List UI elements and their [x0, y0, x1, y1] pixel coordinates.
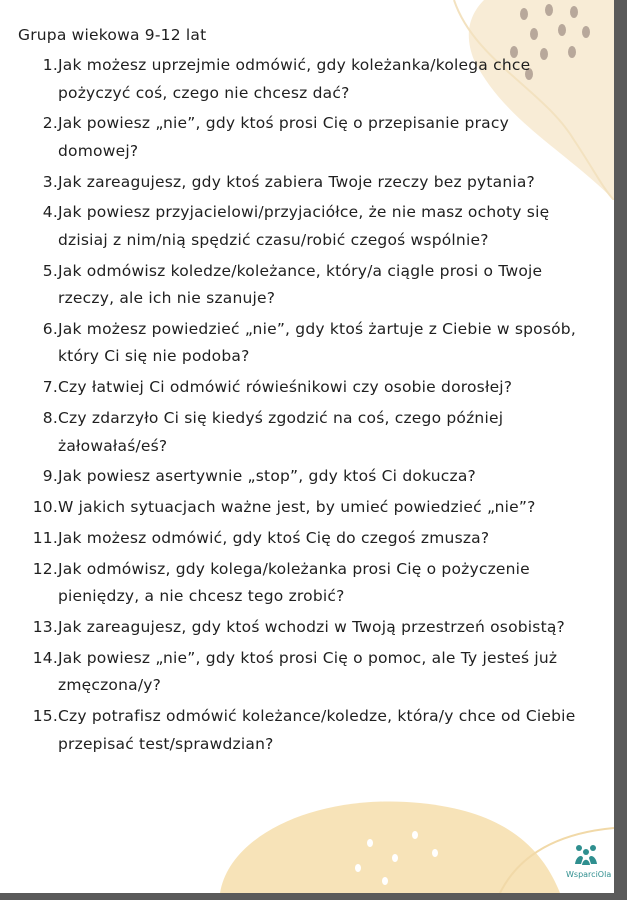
question-number: 13. — [32, 618, 58, 637]
question-text: Jak odmówisz, gdy kolega/koleżanka prosi Cię o pożyczenie pieniędzy, a nie chcesz tego zrobić? — [58, 559, 530, 606]
question-text: Jak możesz uprzejmie odmówić, gdy koleżanka/kolega chce pożyczyć coś, czego nie chcesz dać? — [58, 56, 531, 102]
question-number: 8. — [42, 409, 58, 428]
list-item — [18, 405, 593, 460]
question-text: Czy zdarzyło Ci się kiedyś zgodzić na coś, czego później żałowałaś/eś? — [58, 409, 504, 455]
question-number: 10. — [32, 498, 58, 517]
list-item — [18, 494, 593, 522]
list-item — [18, 258, 593, 313]
question-text: Czy potrafisz odmówić koleżance/koledze, która/y chce od Ciebie przepisać test/sprawdzian? — [58, 707, 576, 753]
question-number: 1. — [42, 56, 58, 74]
page-title: Grupa wiekowa 9-12 lat — [18, 26, 207, 44]
list-item — [18, 316, 593, 371]
list-item — [18, 614, 593, 642]
question-text: Jak powiesz „nie”, gdy ktoś prosi Cię o pomoc, ale Ty jesteś już zmęczona/y? — [58, 648, 558, 695]
wsparciola-logo — [566, 844, 612, 879]
question-number: 3. — [42, 172, 58, 191]
list-item — [18, 110, 593, 165]
question-number: 11. — [32, 528, 58, 547]
list-item — [18, 374, 593, 402]
list-item — [18, 703, 593, 758]
question-number: 6. — [42, 319, 58, 338]
list-item — [18, 463, 593, 491]
list-item — [18, 199, 593, 254]
question-text: W jakich sytuacjach ważne jest, by umieć powiedzieć „nie”? — [58, 498, 536, 517]
question-number: 7. — [42, 378, 58, 397]
question-text: Jak możesz powiedzieć „nie”, gdy ktoś żartuje z Ciebie w sposób, który Ci się nie podoba? — [58, 319, 576, 366]
people-icon — [573, 844, 599, 866]
question-number: 4. — [42, 203, 58, 222]
question-text: Jak powiesz przyjacielowi/przyjaciółce, że nie masz ochoty się dzisiaj z nim/nią spędzić czasu/robić czegoś wspólnie? — [58, 203, 550, 249]
question-list — [18, 52, 593, 758]
question-text: Jak zareagujesz, gdy ktoś zabiera Twoje rzeczy bez pytania? — [58, 172, 535, 191]
question-text: Jak możesz odmówić, gdy ktoś Cię do czegoś zmusza? — [58, 528, 490, 547]
question-text: Jak zareagujesz, gdy ktoś wchodzi w Twoją przestrzeń osobistą? — [58, 618, 565, 637]
list-item — [18, 645, 593, 700]
question-text: Jak powiesz asertywnie „stop”, gdy ktoś Ci dokucza? — [58, 467, 476, 486]
list-item — [18, 556, 593, 611]
question-text: Czy łatwiej Ci odmówić rówieśnikowi czy osobie dorosłej? — [58, 378, 513, 397]
question-number: 9. — [42, 467, 58, 486]
question-text: Jak powiesz „nie”, gdy ktoś prosi Cię o przepisanie pracy domowej? — [58, 114, 509, 160]
question-number: 14. — [32, 648, 58, 667]
decorative-bottom-shape — [200, 773, 614, 893]
worksheet-content — [18, 22, 593, 761]
list-item — [18, 169, 593, 197]
question-number: 5. — [42, 261, 58, 280]
list-item — [18, 52, 593, 107]
question-number: 2. — [42, 114, 58, 133]
question-number: 15. — [32, 707, 58, 726]
logo-text: WsparciOla — [566, 870, 612, 879]
question-number: 12. — [32, 559, 58, 578]
list-item — [18, 525, 593, 553]
question-text: Jak odmówisz koledze/koleżance, który/a ciągle prosi o Twoje rzeczy, ale ich nie szanuje? — [58, 261, 543, 308]
